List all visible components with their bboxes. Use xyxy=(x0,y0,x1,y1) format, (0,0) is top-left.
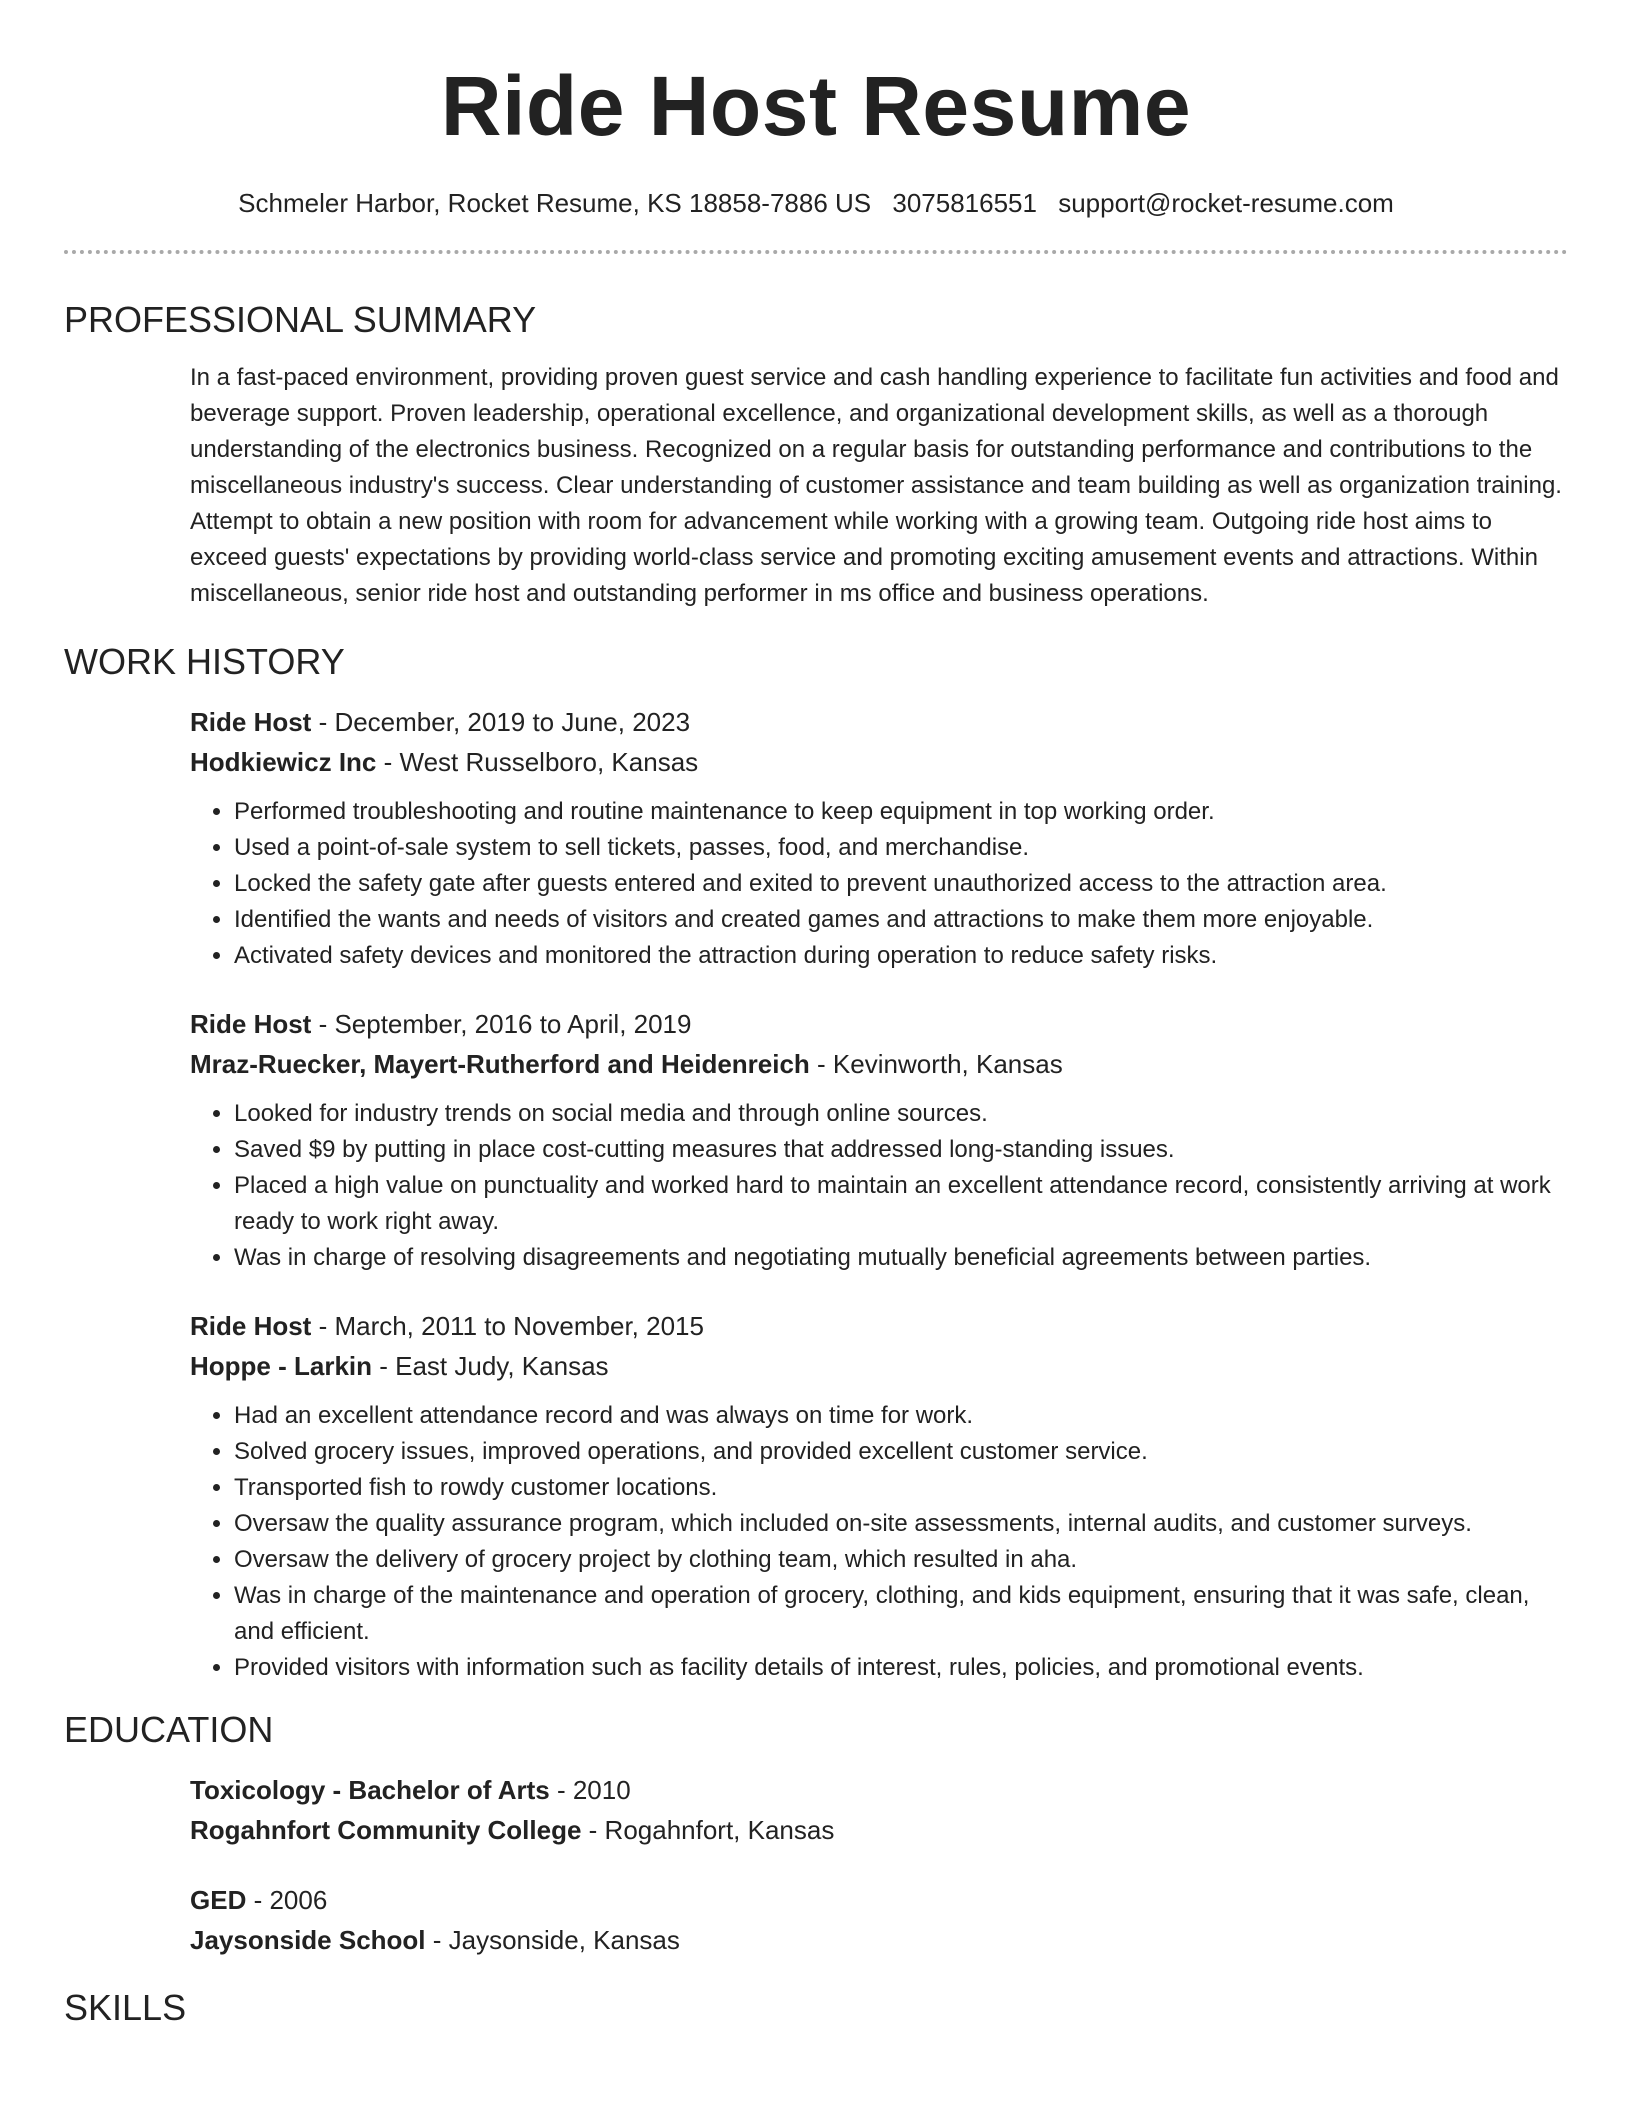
education-school-line xyxy=(190,1920,1568,1960)
job-title: Ride Host xyxy=(190,707,312,737)
contact-phone: 3075816551 xyxy=(892,188,1037,218)
list-item: • Was in charge of the maintenance and operation of grocery, clothing, and kids equipment, ensuring that it was safe, clean, and efficient. xyxy=(234,1578,1568,1650)
job-company-line xyxy=(190,1044,1568,1084)
job-company-line xyxy=(190,1346,1568,1386)
list-item: • Locked the safety gate after guests entered and exited to prevent unauthorized access to the attraction area. xyxy=(234,866,1568,902)
job-location: - West Russelboro, Kansas xyxy=(376,747,699,777)
contact-address: Schmeler Harbor, Rocket Resume, KS 18858-7886 US xyxy=(238,188,872,218)
list-item: • Solved grocery issues, improved operations, and provided excellent customer service. xyxy=(234,1434,1568,1470)
job-entry xyxy=(190,702,1568,974)
header-divider xyxy=(64,250,1568,254)
contact-email: support@rocket-resume.com xyxy=(1058,188,1394,218)
education-school: Jaysonside School xyxy=(190,1925,426,1955)
job-dates: - March, 2011 to November, 2015 xyxy=(311,1311,704,1341)
list-item: • Had an excellent attendance record and was always on time for work. xyxy=(234,1398,1568,1434)
job-company-line xyxy=(190,742,1568,782)
job-dates: - September, 2016 to April, 2019 xyxy=(311,1009,692,1039)
list-item: • Identified the wants and needs of visitors and created games and attractions to make them more enjoyable. xyxy=(234,902,1568,938)
job-company: Mraz-Ruecker, Mayert-Rutherford and Heidenreich xyxy=(190,1049,810,1079)
job-bullets xyxy=(190,1096,1568,1276)
education-year: - 2006 xyxy=(246,1885,328,1915)
education-degree-line xyxy=(190,1880,1568,1920)
contact-line xyxy=(64,186,1568,220)
job-title-line xyxy=(190,702,1568,742)
list-item: • Performed troubleshooting and routine maintenance to keep equipment in top working order. xyxy=(234,794,1568,830)
list-item: • Transported fish to rowdy customer locations. xyxy=(234,1470,1568,1506)
education-year: - 2010 xyxy=(549,1775,631,1805)
skills-heading: SKILLS xyxy=(64,1987,187,2028)
list-item: • Saved $9 by putting in place cost-cutting measures that addressed long-standing issues. xyxy=(234,1132,1568,1168)
education-degree: GED xyxy=(190,1885,247,1915)
job-title-line xyxy=(190,1004,1568,1044)
education-heading: EDUCATION xyxy=(64,1709,274,1750)
education-entry xyxy=(190,1880,1568,1960)
job-bullets xyxy=(190,794,1568,974)
education-school: Rogahnfort Community College xyxy=(190,1815,582,1845)
summary-text: In a fast-paced environment, providing proven guest service and cash handling experience to facilitate fun activities and food and beverage support. Proven leadership, operational excellence, and organizational development skills, as well as a thorough understanding of the electronics business. Recognized on a regular basis for outstanding performance and contributions to the miscellaneous industry's success. Clear understanding of customer assistance and team building as well as organization training. Attempt to obtain a new position with room for advancement while working with a growing team. Outgoing ride host aims to exceed guests' expectations by providing world-class service and promoting exciting amusement events and attractions. Within miscellaneous, senior ride host and outstanding performer in ms office and business operations. xyxy=(190,364,1562,607)
job-title: Ride Host xyxy=(190,1311,312,1341)
job-title-line xyxy=(190,1306,1568,1346)
summary-heading: PROFESSIONAL SUMMARY xyxy=(64,299,537,340)
education-degree: Toxicology - Bachelor of Arts xyxy=(190,1775,550,1805)
job-location: - East Judy, Kansas xyxy=(372,1351,609,1381)
page-title: Ride Host Resume xyxy=(440,59,1192,153)
job-location: - Kevinworth, Kansas xyxy=(809,1049,1063,1079)
work-history-heading: WORK HISTORY xyxy=(64,641,345,682)
list-item: • Placed a high value on punctuality and worked hard to maintain an excellent attendance record, consistently arriving at work ready to work right away. xyxy=(234,1168,1568,1240)
job-bullets xyxy=(190,1398,1568,1686)
job-company: Hoppe - Larkin xyxy=(190,1351,373,1381)
list-item: • Looked for industry trends on social media and through online sources. xyxy=(234,1096,1568,1132)
education-location: - Rogahnfort, Kansas xyxy=(581,1815,835,1845)
list-item: • Oversaw the quality assurance program, which included on-site assessments, internal audits, and customer surveys. xyxy=(234,1506,1568,1542)
job-dates: - December, 2019 to June, 2023 xyxy=(311,707,691,737)
job-entry xyxy=(190,1004,1568,1276)
list-item: • Provided visitors with information such as facility details of interest, rules, policies, and promotional events. xyxy=(234,1650,1568,1686)
education-entry xyxy=(190,1770,1568,1850)
list-item: • Activated safety devices and monitored the attraction during operation to reduce safety risks. xyxy=(234,938,1568,974)
education-school-line xyxy=(190,1810,1568,1850)
job-entry xyxy=(190,1306,1568,1686)
list-item: • Was in charge of resolving disagreements and negotiating mutually beneficial agreements between parties. xyxy=(234,1240,1568,1276)
list-item: • Used a point-of-sale system to sell tickets, passes, food, and merchandise. xyxy=(234,830,1568,866)
list-item: • Oversaw the delivery of grocery project by clothing team, which resulted in aha. xyxy=(234,1542,1568,1578)
education-location: - Jaysonside, Kansas xyxy=(425,1925,680,1955)
education-degree-line xyxy=(190,1770,1568,1810)
job-title: Ride Host xyxy=(190,1009,312,1039)
job-company: Hodkiewicz Inc xyxy=(190,747,377,777)
